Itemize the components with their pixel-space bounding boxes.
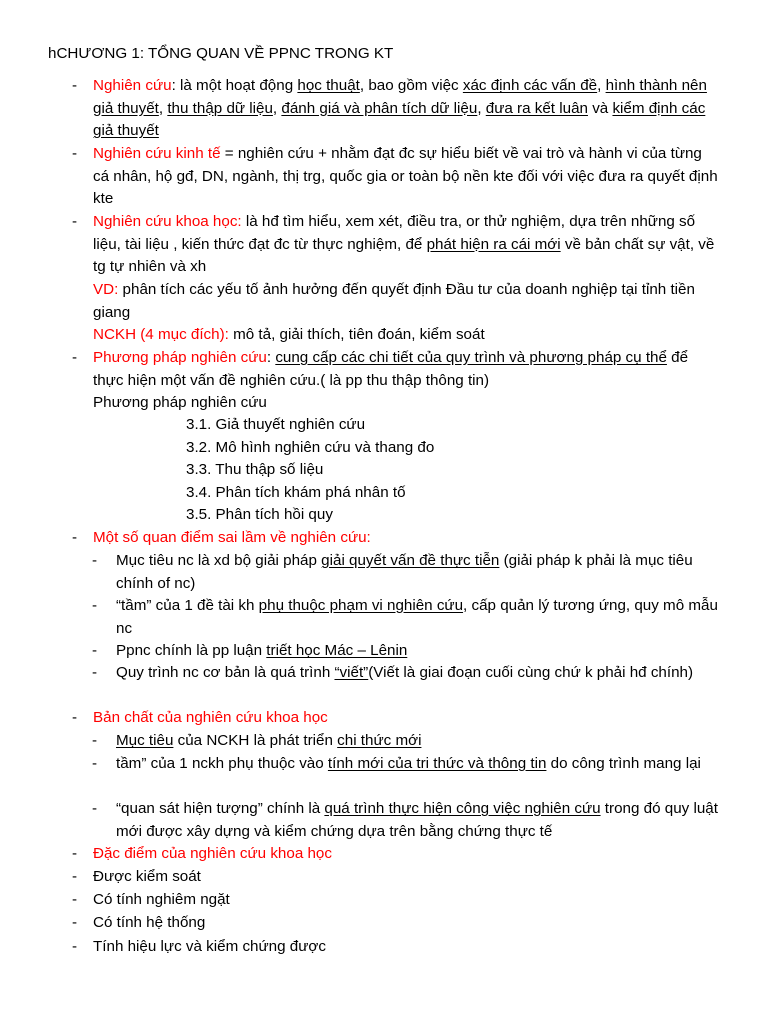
features-heading: - Đặc điểm của nghiên cứu khoa học xyxy=(93,843,721,866)
feature-item: - Có tính nghiêm ngặt xyxy=(93,889,721,912)
bullet-dash: - xyxy=(72,145,78,162)
bullet-dash: - xyxy=(72,914,78,931)
bullet-dash: - xyxy=(72,891,78,908)
bullet-dash: - xyxy=(92,597,98,614)
definition-method: - Phương pháp nghiên cứu: cung cấp các chi tiết của quy trình và phương pháp cụ thể để thực hiện một vấn đề nghiên cứu.( là pp thu thập thông tin) xyxy=(72,349,689,389)
bullet-dash: - xyxy=(92,642,98,659)
definition-science-research: - Nghiên cứu khoa học: là hđ tìm hiểu, xem xét, điều tra, or thử nghiệm, dựa trên những số liệu, tài liệu , kiến thức đạt đc từ thực nghiệm, để phát hiện ra cái mới về bản chất sự vật, về tg tự nhiên và xh xyxy=(72,213,715,275)
method-step: 3.2. Mô hình nghiên cứu và thang đo xyxy=(186,439,435,456)
chapter-title: hCHƯƠNG 1: TỔNG QUAN VỀ PPNC TRONG KT xyxy=(48,45,394,62)
bullet-dash: - xyxy=(92,755,98,772)
term-research: Nghiên cứu xyxy=(93,77,172,94)
misconception-item: - “tầm” của 1 đề tài kh phụ thuộc phạm vi nghiên cứu, cấp quản lý tương ứng, quy mô mẫu nc xyxy=(92,597,718,637)
misconceptions-heading: - Một số quan điểm sai lầm về nghiên cứu: xyxy=(93,527,721,550)
method-step: 3.4. Phân tích khám phá nhân tố xyxy=(186,484,406,501)
bullet-dash: - xyxy=(92,800,98,817)
method-step: 3.5. Phân tích hồi quy xyxy=(186,506,333,523)
nature-heading: - Bản chất của nghiên cứu khoa học xyxy=(93,707,721,730)
bullet-dash: - xyxy=(72,938,78,955)
bullet-dash: - xyxy=(92,552,98,569)
example-text: phân tích các yếu tố ảnh hưởng đến quyết định Đầu tư của doanh nghiệp tại tỉnh tiền giang xyxy=(93,281,695,321)
definition-economic-research: - Nghiên cứu kinh tế = nghiên cứu + nhằm đạt đc sự hiểu biết về vai trò và hành vi của từng cá nhân, hộ gđ, DN, ngành, thị trg, quốc gia or toàn bộ nền kte đối với việc đưa ra quyết định kte xyxy=(72,145,718,207)
term-economic-research: Nghiên cứu kinh tế xyxy=(93,145,221,162)
method-step: 3.3. Thu thập số liệu xyxy=(186,461,324,478)
nature-item: - Mục tiêu của NCKH là phát triển chi thức mới xyxy=(116,730,721,753)
bullet-dash: - xyxy=(72,77,78,94)
example-label: VD: xyxy=(93,281,119,298)
term-method: Phương pháp nghiên cứu xyxy=(93,349,267,366)
bullet-dash: - xyxy=(72,709,78,726)
term-science-research: Nghiên cứu khoa học: xyxy=(93,213,242,230)
feature-item: - Được kiểm soát xyxy=(93,866,721,889)
feature-item: - Tính hiệu lực và kiểm chứng được xyxy=(93,936,721,959)
method-step: 3.1. Giả thuyết nghiên cứu xyxy=(186,416,366,433)
method-subheading: Phương pháp nghiên cứu xyxy=(93,394,267,411)
bullet-dash: - xyxy=(72,529,78,546)
misconception-item: - Ppnc chính là pp luận triết học Mác – Lênin xyxy=(116,640,721,663)
feature-item: - Có tính hệ thống xyxy=(93,912,721,935)
misconception-item: - Mục tiêu nc là xd bộ giải pháp giải quyết vấn đề thực tiễn (giải pháp k phải là mục tiêu chính of nc) xyxy=(92,552,693,592)
definition-research: - Nghiên cứu: là một hoạt động học thuật, bao gồm việc xác định các vấn đề, hình thành nên giả thuyết, thu thập dữ liệu, đánh giá và phân tích dữ liệu, đưa ra kết luân và kiểm định các giả thuyết xyxy=(72,77,707,139)
purpose-text: mô tả, giải thích, tiên đoán, kiểm soát xyxy=(228,326,485,343)
nature-item: - tầm” của 1 nckh phụ thuộc vào tính mới của tri thức và thông tin do công trình mang lại xyxy=(116,753,721,776)
bullet-dash: - xyxy=(72,868,78,885)
purpose-block xyxy=(93,324,721,347)
purpose-label: NCKH (4 mục đích): xyxy=(93,326,229,343)
nature-item: - “quan sát hiện tượng” chính là quá trình thực hiện công việc nghiên cứu trong đó quy luật mới được xây dựng và kiểm chứng dựa trên bằng chứng thực tế xyxy=(92,800,718,840)
bullet-dash: - xyxy=(72,213,78,230)
bullet-dash: - xyxy=(92,664,98,681)
bullet-dash: - xyxy=(72,349,78,366)
example-block xyxy=(93,279,721,324)
bullet-dash: - xyxy=(72,845,78,862)
bullet-dash: - xyxy=(92,732,98,749)
misconception-item: - Quy trình nc cơ bản là quá trình “viết”(Viết là giai đoạn cuối cùng chứ k phải hđ chính) xyxy=(116,662,721,685)
